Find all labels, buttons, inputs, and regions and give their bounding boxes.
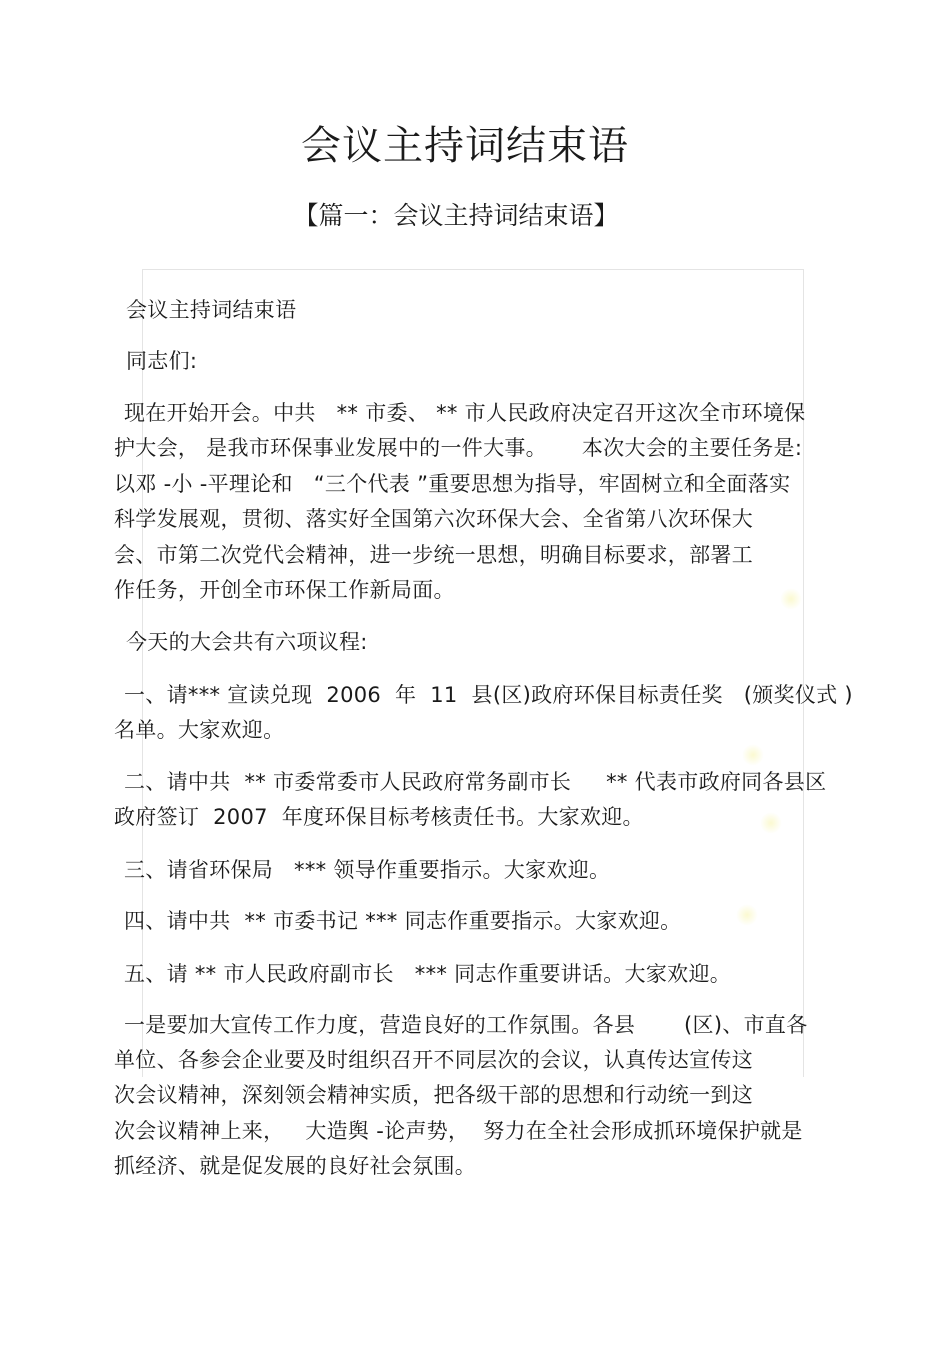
document-subtitle: 【篇一：会议主持词结束语】 [293,201,619,230]
body-line: 今天的大会共有六项议程: [126,630,368,654]
body-line: 以邓 -小 -平理论和 “三个代表 ”重要思想为指导，牢固树立和全面落实 [114,472,791,496]
body-line: 现在开始开会。中共 ** 市委、 ** 市人民政府决定召开这次全市环境保 [124,401,806,425]
body-line: 名单。大家欢迎。 [114,718,285,742]
body-line: 会议主持词结束语 [126,298,297,322]
body-line: 抓经济、就是促发展的良好社会氛围。 [114,1154,477,1178]
body-line: 科学发展观，贯彻、落实好全国第六次环保大会、全省第八次环保大 [114,507,753,531]
scan-artifact [760,812,782,834]
body-line: 会、市第二次党代会精神，进一步统一思想，明确目标要求，部署工 [114,543,753,567]
body-line: 次会议精神，深刻领会精神实质，把各级干部的思想和行动统一到这 [114,1083,753,1107]
scan-artifact [742,744,764,766]
document-title: 会议主持词结束语 [301,123,629,169]
body-line: 五、请 ** 市人民政府副市长 *** 同志作重要讲话。大家欢迎。 [124,962,732,986]
scan-artifact [780,588,802,610]
body-line: 同志们: [126,349,198,373]
body-line: 一是要加大宣传工作力度，营造良好的工作氛围。各县 (区)、市直各 [124,1013,808,1037]
body-line: 护大会， 是我市环保事业发展中的一件大事。 本次大会的主要任务是: [114,436,803,460]
body-line: 一、请*** 宣读兑现 2006 年 11 县(区)政府环保目标责任奖 (颁奖仪式 ) [124,683,853,707]
body-line: 二、请中共 ** 市委常委市人民政府常务副市长 ** 代表市政府同各县区 [124,770,827,794]
body-line: 四、请中共 ** 市委书记 *** 同志作重要指示。大家欢迎。 [124,909,682,933]
scan-artifact [736,904,758,926]
content-frame [142,269,804,1077]
body-line: 作任务，开创全市环保工作新局面。 [114,578,455,602]
body-line: 次会议精神上来， 大造舆 -论声势， 努力在全社会形成抓环境保护就是 [114,1119,803,1143]
body-line: 三、请省环保局 *** 领导作重要指示。大家欢迎。 [124,858,611,882]
body-line: 单位、各参会企业要及时组织召开不同层次的会议，认真传达宣传这 [114,1048,753,1072]
body-line: 政府签订 2007 年度环保目标考核责任书。大家欢迎。 [114,805,644,829]
